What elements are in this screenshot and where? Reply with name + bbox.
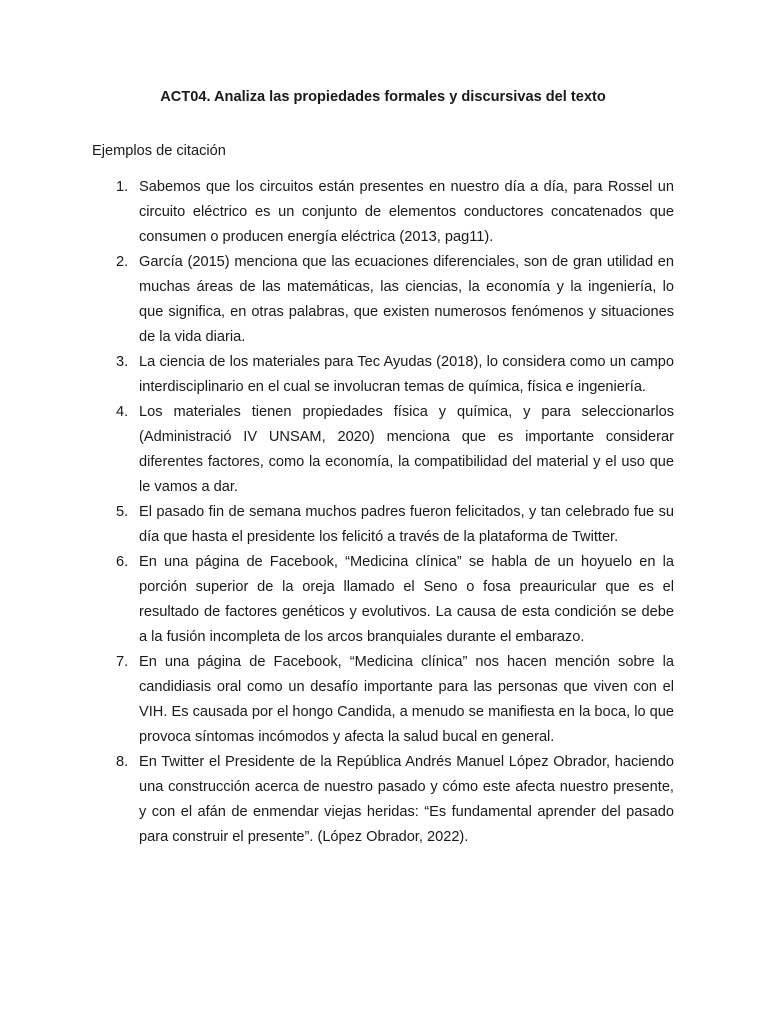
list-item <box>0 250 768 350</box>
item-number: 6. <box>116 554 129 570</box>
section-heading: Ejemplos de citación <box>92 143 226 159</box>
list-item <box>0 400 768 500</box>
item-number: 8. <box>116 754 129 770</box>
item-text: En una página de Facebook, “Medicina clínica” se habla de un hoyuelo en la porción superior de la oreja llamado el Seno o fosa preauricular que es el resultado de factores genéticos y evolutivos. La causa de esta condición se debe a la fusión incompleta de los arcos branquiales durante el embarazo. <box>139 554 674 645</box>
citation-list <box>0 175 768 850</box>
list-item <box>0 650 768 750</box>
list-item <box>0 550 768 650</box>
item-text: Los materiales tienen propiedades física y química, y para seleccionarlos (Administració IV UNSAM, 2020) menciona que es importante considerar diferentes factores, como la economía, la compatibilidad del material y el uso que le vamos a dar. <box>139 404 674 495</box>
item-number: 4. <box>116 404 129 420</box>
item-number: 5. <box>116 504 129 520</box>
item-number: 2. <box>116 254 129 270</box>
item-text: Sabemos que los circuitos están presentes en nuestro día a día, para Rossel un circuito eléctrico es un conjunto de elementos conductores concatenados que consumen o producen energía eléctrica (2013, pag11). <box>139 179 674 245</box>
list-item <box>0 500 768 550</box>
item-text: García (2015) menciona que las ecuaciones diferenciales, son de gran utilidad en muchas áreas de las matemáticas, las ciencias, la economía y la ingeniería, lo que significa, en otras palabras, que existen numerosos fenómenos y situaciones de la vida diaria. <box>139 254 674 345</box>
item-text: La ciencia de los materiales para Tec Ayudas (2018), lo considera como un campo interdisciplinario en el cual se involucran temas de química, física e ingeniería. <box>139 354 674 395</box>
list-item <box>0 350 768 400</box>
item-text: En una página de Facebook, “Medicina clínica” nos hacen mención sobre la candidiasis oral como un desafío importante para las personas que viven con el VIH. Es causada por el hongo Candida, a menudo se manifiesta en la boca, lo que provoca síntomas incómodos y afecta la salud bucal en general. <box>139 654 674 745</box>
item-number: 7. <box>116 654 129 670</box>
list-item <box>0 750 768 850</box>
item-number: 1. <box>116 179 129 195</box>
item-text: En Twitter el Presidente de la República Andrés Manuel López Obrador, haciendo una construcción acerca de nuestro pasado y cómo este afecta nuestro presente, y con el afán de enmendar viejas heridas: “Es fundamental aprender del pasado para construir el presente”. (López Obrador, 2022). <box>139 754 674 845</box>
document-title: ACT04. Analiza las propiedades formales y discursivas del texto <box>160 89 606 105</box>
item-number: 3. <box>116 354 129 370</box>
list-item <box>0 175 768 250</box>
item-text: El pasado fin de semana muchos padres fueron felicitados, y tan celebrado fue su día que hasta el presidente los felicitó a través de la plataforma de Twitter. <box>139 504 674 545</box>
